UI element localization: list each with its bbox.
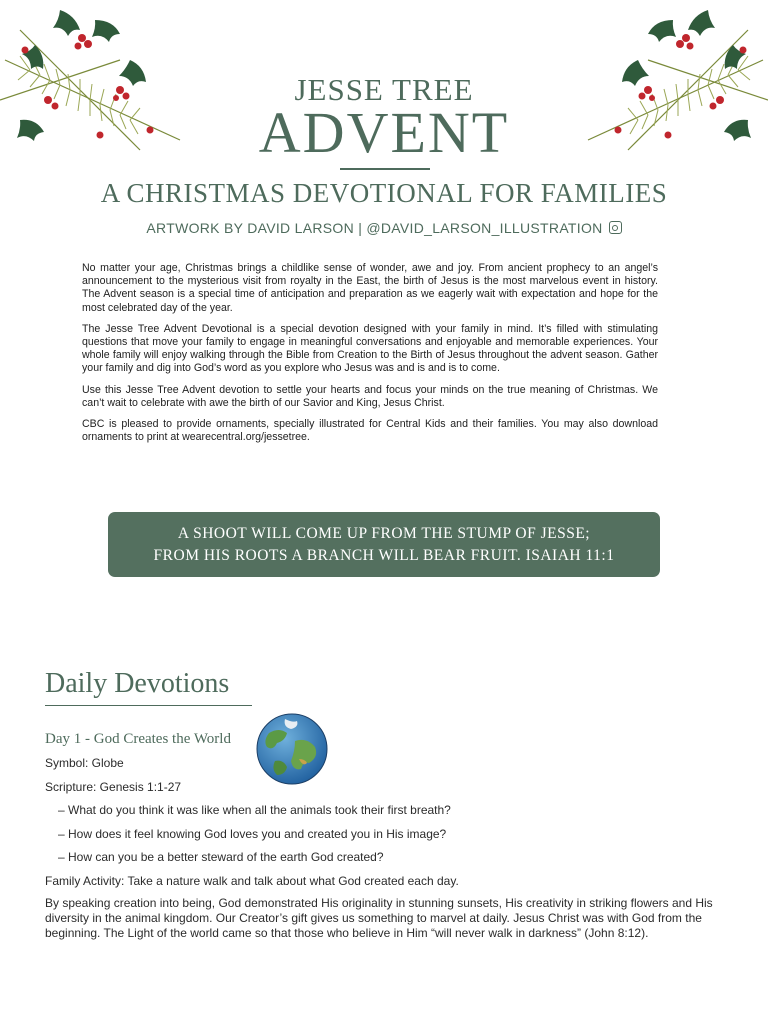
title-jesse-tree: JESSE TREE <box>294 72 474 107</box>
intro-paragraph: Use this Jesse Tree Advent devotion to settle your hearts and focus your minds on the true meaning of Christmas. We can’t wait to celebrate with awe the birth of our Savior and King, Jesus Christ. <box>82 383 658 409</box>
intro-paragraph: The Jesse Tree Advent Devotional is a special devotion designed with your family in mind. It’s filled with stimulating questions that move your family to engage in meaningful conversations and enjoyable and memorable experiences. Your whole family will enjoy walking through the Bible from Creation to the Birth of Jesus throughout the advent season. Gather your family and dig into God’s word as you explore who Jesus was and is and is to come. <box>82 322 658 375</box>
family-activity: Family Activity: Take a nature walk and talk about what God created each day. <box>45 874 459 888</box>
devotion-body: By speaking creation into being, God demonstrated His originality in stunning sunsets, His creativity in striking flowers and His diversity in the animal kingdom. Our Creator’s gift gives us something to marvel at daily. Jesus Christ was with God from the beginning. The Light of the world came so that those who believe in Him “will never walk in darkness” (John 8:12). <box>45 896 713 940</box>
verse-line-2: FROM HIS ROOTS A BRANCH WILL BEAR FRUIT. ISAIAH 11:1 <box>153 546 615 564</box>
intro-paragraph: CBC is pleased to provide ornaments, specially illustrated for Central Kids and their families. You may also download ornaments to print at wearecentral.org/jessetree. <box>82 418 658 444</box>
globe-icon <box>255 711 329 787</box>
artwork-credit <box>0 220 768 236</box>
title-advent: ADVENT <box>258 100 510 165</box>
intro-paragraph: No matter your age, Christmas brings a childlike sense of wonder, awe and joy. From ancient prophecy to an angel’s announcement to the mysterious visit from royalty in the East, the birth of Jesus is the most marvelous event in history. The Advent season is a special time of anticipation and preparation as we eagerly wait with expectation and hope for the most celebrated day of the year. <box>82 262 658 314</box>
verse-callout <box>108 512 660 577</box>
day-scripture: Scripture: Genesis 1:1-27 <box>45 780 182 794</box>
discussion-question: – How can you be a better steward of the earth God created? <box>58 850 384 864</box>
verse-line-1: A SHOOT WILL COME UP FROM THE STUMP OF JESSE; <box>177 524 591 542</box>
day-symbol: Symbol: Globe <box>45 756 124 770</box>
title-divider <box>340 168 430 170</box>
discussion-question: – How does it feel knowing God loves you and created you in His image? <box>58 827 447 841</box>
discussion-question: – What do you think it was like when all the animals took their first breath? <box>58 803 451 817</box>
page-subtitle: A CHRISTMAS DEVOTIONAL FOR FAMILIES <box>100 178 668 208</box>
day-title: Day 1 - God Creates the World <box>45 731 231 747</box>
section-heading: Daily Devotions <box>45 668 230 699</box>
intro-text <box>82 262 658 452</box>
artwork-credit-text: ARTWORK BY DAVID LARSON | @DAVID_LARSON_ILLUSTRATION <box>146 220 603 236</box>
section-divider <box>45 705 252 706</box>
instagram-icon <box>609 221 622 234</box>
